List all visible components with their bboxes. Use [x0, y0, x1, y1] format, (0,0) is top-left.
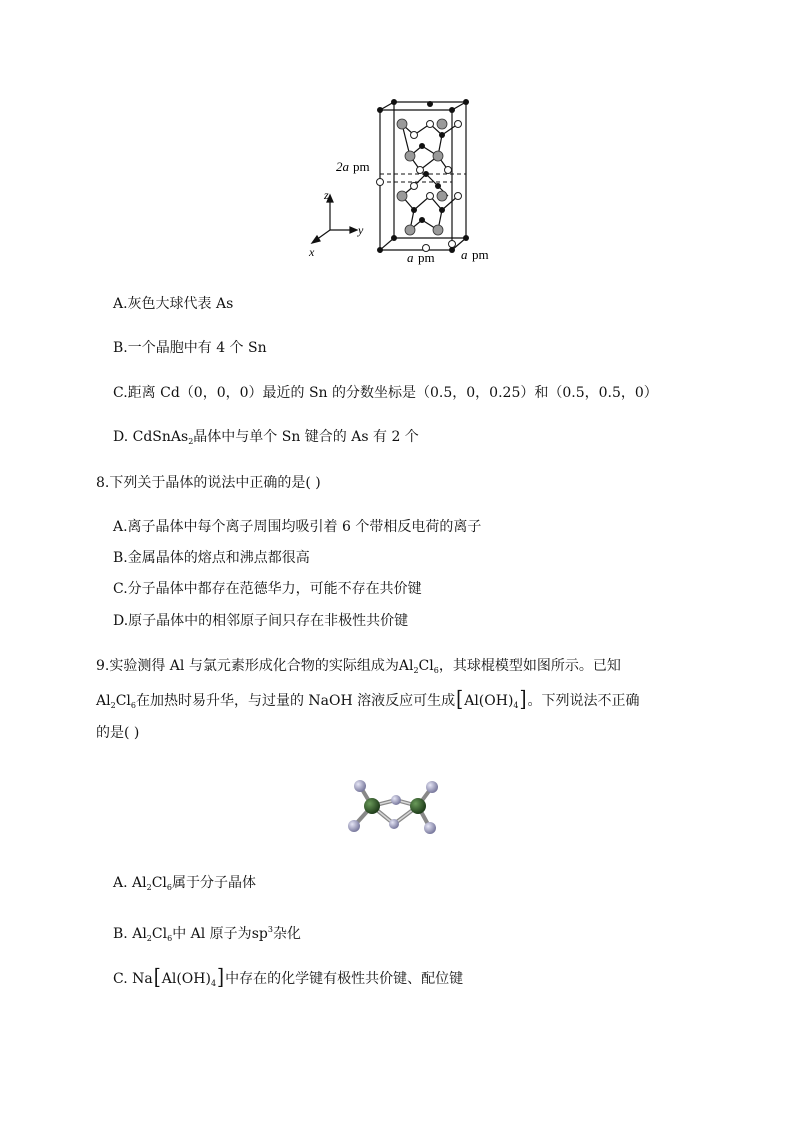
formula-cl: Cl: [115, 693, 131, 709]
formula-cl: Cl: [151, 875, 167, 891]
q7-option-b: B.一个晶胞中有 4 个 Sn: [113, 340, 267, 356]
option-c-text: 中存在的化学键有极性共价键、配位键: [225, 971, 464, 987]
option-c-prefix: C. Na: [113, 971, 153, 987]
formula-al: Al: [132, 875, 147, 891]
formula-sub-6: 6: [167, 934, 173, 943]
q7-option-d-prefix: D. CdSnAs: [113, 429, 189, 445]
bracket-open: [: [456, 686, 464, 712]
q9-stem-text-4: 。下列说法不正确: [527, 693, 640, 709]
height-label-unit: pm: [353, 159, 370, 174]
q9-stem-text-1: 9.实验测得 Al 与氯元素形成化合物的实际组成为: [96, 658, 399, 674]
option-b-text: 中 Al 原子为: [172, 926, 252, 942]
option-b-tail: 杂化: [272, 926, 301, 942]
width-label-1-unit: pm: [418, 250, 435, 265]
formula-sub-4: 4: [513, 701, 519, 710]
hybrid-sup-3: 3: [267, 925, 273, 934]
q9-option-b: [113, 920, 301, 949]
width-label-2-unit: pm: [472, 247, 489, 262]
width-label-1-value: a: [407, 250, 414, 265]
formula-al: Al: [132, 926, 147, 942]
hybrid-sp: sp: [251, 926, 268, 942]
bracket-open: [: [153, 964, 161, 990]
q9-stem-text-3: 在加热时易升华，与过量的 NaOH 溶液反应可生成: [135, 693, 456, 709]
q9-option-a: [113, 873, 256, 898]
bracket-close: ]: [519, 686, 527, 712]
q9-stem-line-1: [96, 656, 621, 681]
formula-sub-2: 2: [146, 934, 152, 943]
option-a-text: 属于分子晶体: [172, 875, 256, 891]
formula-sub-6: 6: [166, 883, 172, 892]
axis-z-label: z: [324, 188, 329, 202]
q7-option-c: C.距离 Cd（0，0，0）最近的 Sn 的分数坐标是（0.5，0，0.25）和（0.5，0.5，0）: [113, 385, 658, 401]
complex-formula: Al(OH): [464, 693, 514, 709]
q7-option-d: [113, 427, 419, 452]
q9-stem-line-3: 的是( ): [96, 725, 140, 741]
formula-al: Al: [398, 658, 414, 674]
formula-sub-6: 6: [433, 666, 439, 675]
bracket-close: ]: [217, 964, 225, 990]
axis-y-label: y: [358, 223, 364, 237]
q8-option-a: A.离子晶体中每个离子周围均吸引着 6 个带相反电荷的离子: [113, 519, 482, 535]
formula-sub-2: 2: [146, 883, 152, 892]
axis-x-label: x: [309, 245, 315, 259]
formula-cl: Cl: [151, 926, 168, 942]
option-a-prefix: A.: [113, 875, 133, 891]
q8-stem: 8.下列关于晶体的说法中正确的是( ): [96, 475, 321, 491]
crystal-cell-figure: [0, 0, 794, 270]
formula-sub-2: 2: [110, 701, 116, 710]
formula-sub-6: 6: [130, 701, 136, 710]
complex-formula: Al(OH): [161, 971, 211, 987]
q9-stem-line-2: [96, 686, 640, 716]
formula-sub-2: 2: [413, 666, 419, 675]
q7-option-d-text: 晶体中与单个 Sn 键合的 As 有 2 个: [193, 429, 419, 445]
q9-stem-text-2: ，其球棍模型如图所示。已知: [438, 658, 621, 674]
width-label-2-value: a: [461, 247, 468, 262]
q8-option-b: B.金属晶体的熔点和沸点都很高: [113, 550, 310, 566]
q9-option-c: [113, 964, 464, 994]
q8-option-c: C.分子晶体中都存在范德华力，可能不存在共价键: [113, 581, 422, 597]
formula-al: Al: [96, 693, 111, 709]
formula-cl: Cl: [418, 658, 434, 674]
q7-option-d-subscript: 2: [188, 437, 194, 446]
height-label-value: 2a: [336, 159, 349, 174]
q8-option-d: D.原子晶体中的相邻原子间只存在非极性共价键: [113, 613, 409, 629]
formula-sub-4: 4: [210, 979, 217, 988]
option-b-prefix: B.: [113, 926, 133, 942]
q7-option-a: A.灰色大球代表 As: [113, 296, 234, 312]
